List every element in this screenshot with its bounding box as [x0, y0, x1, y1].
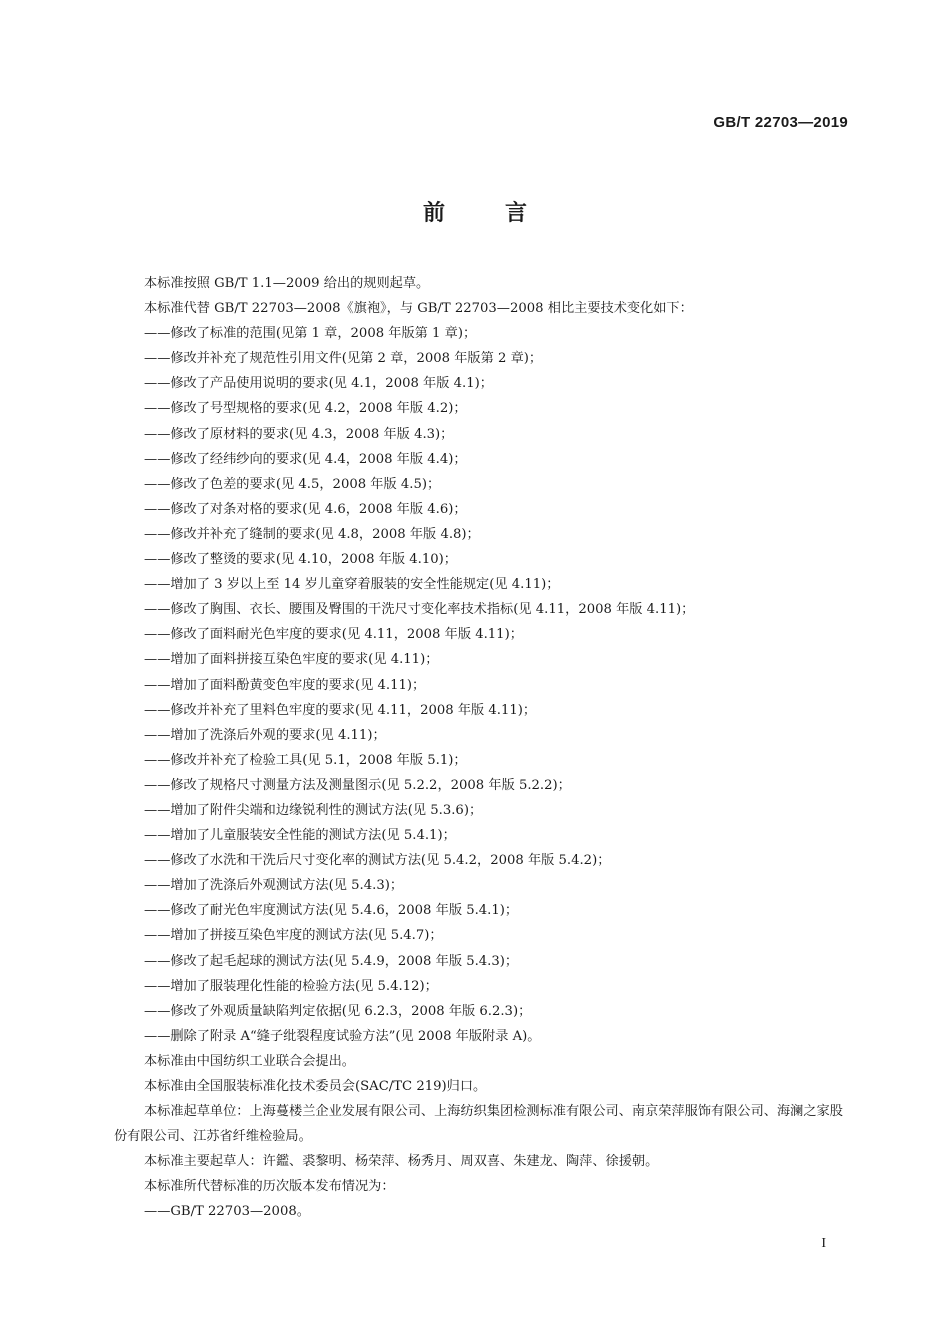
drafting-units-paragraph: 本标准起草单位：上海蔓楼兰企业发展有限公司、上海纺织集团检测标准有限公司、南京荣萍服饰有限公司、海澜之家股份有限公司、江苏省纤维检验局。	[114, 1104, 843, 1145]
page-number: I	[821, 1236, 826, 1251]
list-item: ——增加了面料酚黄变色牢度的要求(见 4.11)；	[144, 677, 426, 693]
list-item: ——修改了标准的范围(见第 1 章，2008 年版第 1 章)；	[144, 326, 477, 342]
list-item: ——修改了号型规格的要求(见 4.2，2008 年版 4.2)；	[144, 401, 467, 417]
list-item: ——增加了 3 岁以上至 14 岁儿童穿着服装的安全性能规定(见 4.11)；	[144, 577, 560, 593]
history-item: ——GB/T 22703—2008。	[144, 1204, 310, 1220]
list-item: ——增加了儿童服装安全性能的测试方法(见 5.4.1)；	[144, 828, 456, 844]
list-item: ——删除了附录 A“缝子纰裂程度试验方法”(见 2008 年版附录 A)。	[144, 1028, 541, 1044]
list-item: ——修改了外观质量缺陷判定依据(见 6.2.3，2008 年版 6.2.3)；	[144, 1003, 532, 1019]
list-item: ——修改了规格尺寸测量方法及测量图示(见 5.2.2，2008 年版 5.2.2)；	[144, 777, 571, 793]
paragraph: 本标准由中国纺织工业联合会提出。	[144, 1053, 355, 1069]
drafters-paragraph: 本标准主要起草人：许鑑、裘黎明、杨荣萍、杨秀月、周双喜、朱建龙、陶萍、徐援朝。	[144, 1154, 659, 1170]
list-item: ——修改了水洗和干洗后尺寸变化率的测试方法(见 5.4.2，2008 年版 5.4.2)；	[144, 853, 611, 869]
list-item: ——增加了洗涤后外观测试方法(见 5.4.3)；	[144, 878, 404, 894]
paragraph: 本标准由全国服装标准化技术委员会(SAC/TC 219)归口。	[144, 1079, 487, 1094]
list-item: ——增加了洗涤后外观的要求(见 4.11)；	[144, 727, 386, 743]
list-item: ——修改了耐光色牢度测试方法(见 5.4.6，2008 年版 5.4.1)；	[144, 903, 519, 919]
list-item: ——修改并补充了里料色牢度的要求(见 4.11，2008 年版 4.11)；	[144, 702, 537, 718]
list-item: ——修改了胸围、衣长、腰围及臀围的干洗尺寸变化率技术指标(见 4.11，2008 年版 4.11)；	[144, 602, 695, 618]
foreword-body	[114, 271, 854, 1225]
list-item: ——修改了产品使用说明的要求(见 4.1，2008 年版 4.1)；	[144, 376, 493, 392]
list-item: ——修改了面料耐光色牢度的要求(见 4.11，2008 年版 4.11)；	[144, 627, 523, 643]
list-item: ——修改了经纬纱向的要求(见 4.4，2008 年版 4.4)；	[144, 451, 467, 467]
list-item: ——修改并补充了规范性引用文件(见第 2 章，2008 年版第 2 章)；	[144, 351, 543, 367]
list-item: ——修改了色差的要求(见 4.5，2008 年版 4.5)；	[144, 476, 441, 492]
list-item: ——增加了面料拼接互染色牢度的要求(见 4.11)；	[144, 652, 439, 668]
list-item: ——增加了服装理化性能的检验方法(见 5.4.12)；	[144, 978, 438, 994]
standard-code: GB/T 22703—2019	[713, 114, 848, 131]
list-item: ——修改了整烫的要求(见 4.10，2008 年版 4.10)；	[144, 552, 457, 568]
page-title: 前言	[422, 201, 587, 226]
history-intro: 本标准所代替标准的历次版本发布情况为：	[144, 1179, 395, 1195]
paragraph: 本标准代替 GB/T 22703—2008《旗袍》，与 GB/T 22703—2008 相比主要技术变化如下：	[144, 301, 693, 317]
list-item: ——修改了起毛起球的测试方法(见 5.4.9，2008 年版 5.4.3)；	[144, 953, 519, 969]
list-item: ——修改并补充了检验工具(见 5.1，2008 年版 5.1)；	[144, 752, 467, 768]
list-item: ——修改了原材料的要求(见 4.3，2008 年版 4.3)；	[144, 426, 454, 442]
list-item: ——增加了附件尖端和边缘锐利性的测试方法(见 5.3.6)；	[144, 802, 483, 818]
list-item: ——增加了拼接互染色牢度的测试方法(见 5.4.7)；	[144, 928, 443, 944]
paragraph: 本标准按照 GB/T 1.1—2009 给出的规则起草。	[144, 276, 430, 291]
list-item: ——修改并补充了缝制的要求(见 4.8，2008 年版 4.8)；	[144, 526, 480, 542]
list-item: ——修改了对条对格的要求(见 4.6，2008 年版 4.6)；	[144, 501, 467, 517]
